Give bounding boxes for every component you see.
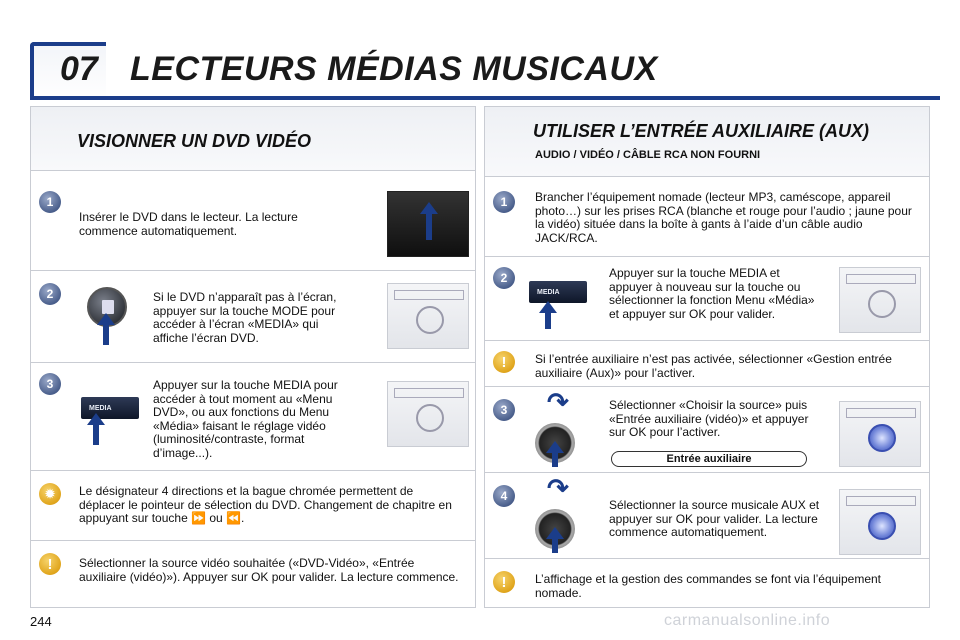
step-badge: 1 xyxy=(39,191,61,213)
step-badge: 3 xyxy=(493,399,515,421)
up-arrow-icon xyxy=(546,527,564,539)
right-step-2-text: Appuyer sur la touche MEDIA et appuyer à nouveau sur la touche ou sélectionner la fonction Menu «Média» et appuyer sur OK pour valider. xyxy=(609,266,815,321)
step-badge: 2 xyxy=(39,283,61,305)
tip-icon: ✹ xyxy=(39,483,61,505)
dvd-player-image xyxy=(387,191,469,257)
right-warning-2-text: L’affichage et la gestion des commandes se font via l’équipement nomade. xyxy=(535,572,881,600)
up-arrow-icon xyxy=(420,202,438,214)
warning-icon: ! xyxy=(493,351,515,373)
right-panel-header xyxy=(485,107,929,177)
right-panel-subtitle: AUDIO / VIDÉO / CÂBLE RCA NON FOURNI xyxy=(535,149,761,161)
up-arrow-icon xyxy=(539,301,557,313)
device-knob-active xyxy=(868,512,896,540)
warning-icon: ! xyxy=(39,553,61,575)
radio-unit-image xyxy=(839,401,921,467)
left-step-3-text: Appuyer sur la touche MEDIA pour accéder à tout moment au «Menu DVD», ou aux fonctions du Menu «Média» faisant le réglage vidéo (luminosité/contraste, format d’image...). xyxy=(153,378,338,460)
up-arrow-icon xyxy=(546,441,564,453)
media-button-image: MEDIA xyxy=(81,397,139,419)
media-button-image: MEDIA xyxy=(529,281,587,303)
device-knob xyxy=(868,290,896,318)
chapter-number: 07 xyxy=(60,50,98,88)
page-number: 244 xyxy=(30,614,52,629)
device-screen xyxy=(846,408,916,418)
right-warning-1-text: Si l’entrée auxiliaire n’est pas activée, sélectionner «Gestion entrée auxiliaire (Aux)» pour l’activer. xyxy=(535,352,892,380)
step-badge: 2 xyxy=(493,267,515,289)
device-screen xyxy=(846,274,916,284)
step-badge: 3 xyxy=(39,373,61,395)
up-arrow-icon xyxy=(87,413,105,425)
device-screen xyxy=(394,290,464,300)
left-step-1-text: Insérer le DVD dans le lecteur. La lecture commence automatiquement. xyxy=(79,210,298,238)
device-screen xyxy=(394,388,464,398)
radio-unit-image xyxy=(839,267,921,333)
device-screen xyxy=(846,496,916,506)
left-panel xyxy=(30,106,476,608)
mode-glyph-icon xyxy=(102,300,114,314)
device-knob-active xyxy=(868,424,896,452)
device-knob xyxy=(416,306,444,334)
right-step-3-text: Sélectionner «Choisir la source» puis «Entrée auxiliaire (vidéo)» et appuyer sur OK pour l’activer. xyxy=(609,398,809,439)
radio-unit-image xyxy=(387,283,469,349)
right-panel xyxy=(484,106,930,608)
arrow-stem xyxy=(93,425,99,445)
left-panel-title: VISIONNER UN DVD VIDÉO xyxy=(77,131,312,151)
arrow-stem xyxy=(552,453,558,467)
page-title: LECTEURS MÉDIAS MUSICAUX xyxy=(130,50,658,88)
arrow-stem xyxy=(552,539,558,553)
warning-icon: ! xyxy=(493,571,515,593)
radio-unit-image xyxy=(387,381,469,447)
arrow-stem xyxy=(545,313,551,329)
watermark: carmanualsonline.info xyxy=(664,612,831,629)
step-badge: 4 xyxy=(493,485,515,507)
radio-unit-image xyxy=(839,489,921,555)
header-rule xyxy=(30,96,940,100)
arrow-stem xyxy=(103,325,109,345)
step-badge: 1 xyxy=(493,191,515,213)
right-step-1-text: Brancher l’équipement nomade (lecteur MP3, caméscope, appareil photo…) sur les prises RCA (blanche et rouge pour l’audio ; jaune pour la vidéo) située dans la boîte à gants à l’aide d’un câble audio JACK/RCA. xyxy=(535,190,912,245)
device-knob xyxy=(416,404,444,432)
curved-arrow-icon: ↷ xyxy=(547,387,569,417)
source-pill: Entrée auxiliaire xyxy=(611,451,807,467)
left-tip-text: Le désignateur 4 directions et la bague chromée permettent de déplacer le pointeur de sélection du DVD. Changement de chapitre en appuyant sur touche ⏩ ou ⏪. xyxy=(79,484,452,525)
left-warning-text: Sélectionner la source vidéo souhaitée («DVD-Vidéo», «Entrée auxiliaire (vidéo)»). Appuyer sur OK pour valider. La lecture commence. xyxy=(79,556,459,584)
curved-arrow-icon: ↷ xyxy=(547,473,569,503)
up-arrow-icon xyxy=(97,313,115,325)
left-step-2-text: Si le DVD n’apparaît pas à l’écran, appuyer sur la touche MODE pour accéder à l’écran «MEDIA» qui affiche l’écran DVD. xyxy=(153,290,337,345)
right-panel-title: UTILISER L’ENTRÉE AUXILIAIRE (AUX) xyxy=(533,121,870,141)
right-step-4-text: Sélectionner la source musicale AUX et appuyer sur OK pour valider. La lecture commence automatiquement. xyxy=(609,498,820,539)
arrow-stem xyxy=(426,214,432,240)
